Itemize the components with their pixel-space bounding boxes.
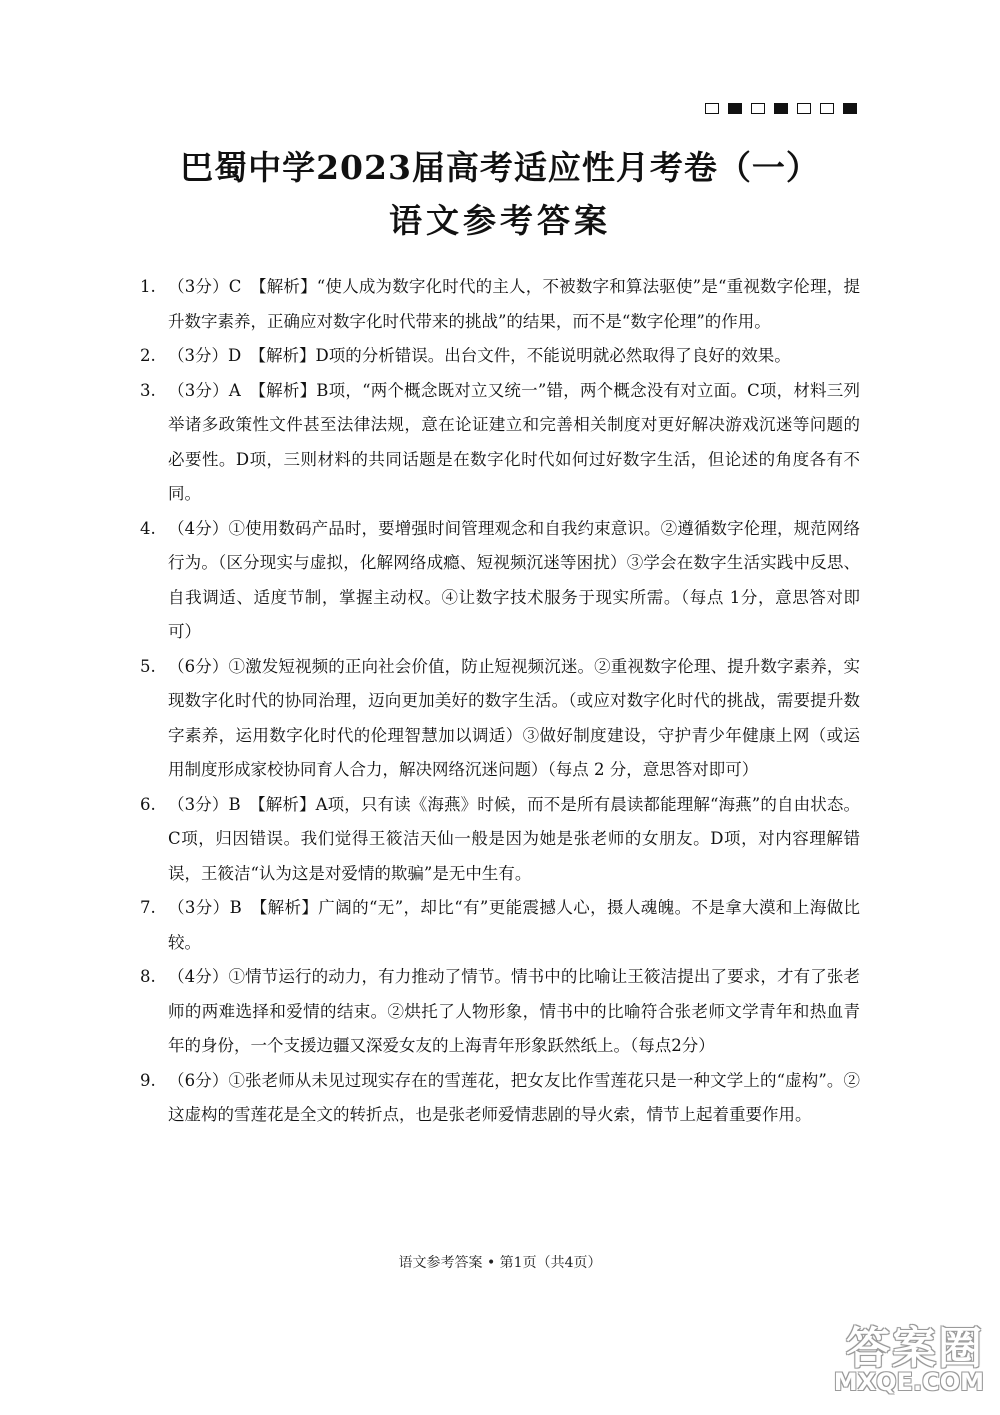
page-subtitle: 语文参考答案 xyxy=(389,201,611,240)
answer-item xyxy=(140,339,860,374)
answer-number: 8. xyxy=(140,967,156,986)
answer-text: （6分）①张老师从未见过现实存在的雪莲花，把女友比作雪莲花只是一种文学上的“虚构”。②这虚构的雪莲花是全文的转折点，也是张老师爱情悲剧的导火索，情节上起着重要作用。 xyxy=(168,1070,860,1124)
answer-text: （3分）B 【解析】广阔的“无”，却比“有”更能震撼人心，摄人魂魄。不是拿大漠和上海做比较。 xyxy=(168,898,860,952)
answer-text: （6分）①激发短视频的正向社会价值，防止短视频沉迷。②重视数字伦理、提升数字素养，实现数字化时代的协同治理，迈向更加美好的数字生活。（或应对数字化时代的挑战，需要提升数字素养，运用数字化时代的伦理智慧加以调适）③做好制度建设，守护青少年健康上网（或运用制度形成家校协同育人合力，解决网络沉迷问题）（每点 2 分，意思答对即可） xyxy=(168,656,860,779)
answer-item xyxy=(140,1064,860,1133)
answer-text: （4分）①使用数码产品时，要增强时间管理观念和自我约束意识。②遵循数字伦理，规范网络行为。（区分现实与虚拟，化解网络成瘾、短视频沉迷等困扰）③学会在数字生活实践中反思、自我调适、适度节制，掌握主动权。④让数字技术服务于现实所需。（每点 1分，意思答对即可） xyxy=(168,518,860,641)
answer-list xyxy=(140,270,860,1133)
answer-number: 3. xyxy=(140,380,156,400)
header-mark xyxy=(728,103,742,114)
answer-number: 1. xyxy=(140,277,156,296)
header-mark xyxy=(797,103,811,114)
answer-item xyxy=(140,960,860,1064)
answer-item xyxy=(140,374,860,512)
answer-text: （3分）B 【解析】A项，只有读《海燕》时候，而不是所有晨读都能理解“海燕”的自由状态。C项，归因错误。我们觉得王筱洁天仙一般是因为她是张老师的女朋友。D项，对内容理解错误，王筱洁“认为这是对爱情的欺骗”是无中生有。 xyxy=(168,794,860,883)
answer-item xyxy=(140,650,860,788)
page-title: 巴蜀中学2023届高考适应性月考卷（一） xyxy=(180,148,820,187)
answer-number: 9. xyxy=(140,1070,156,1090)
header-mark xyxy=(820,103,834,114)
watermark-text: 答案圈 xyxy=(846,1323,984,1374)
answer-text: （3分）D 【解析】D项的分析错误。出台文件，不能说明就必然取得了良好的效果。 xyxy=(168,346,791,365)
header-marks xyxy=(705,103,857,114)
answer-number: 2. xyxy=(140,346,156,365)
watermark-domain: MXQE.COM xyxy=(833,1368,984,1396)
watermark-logo xyxy=(810,1312,990,1407)
header-mark xyxy=(751,103,765,114)
answer-number: 4. xyxy=(140,518,156,538)
answer-text: （3分）C 【解析】“使人成为数字化时代的主人，不被数字和算法驱使”是“重视数字伦理，提升数字素养，正确应对数字化时代带来的挑战”的结果，而不是“数字伦理”的作用。 xyxy=(168,277,860,331)
answer-item xyxy=(140,270,860,339)
answer-item xyxy=(140,891,860,960)
answer-item xyxy=(140,512,860,650)
header-mark xyxy=(774,103,788,114)
answer-number: 6. xyxy=(140,794,156,814)
answer-number: 7. xyxy=(140,898,156,917)
header-mark xyxy=(705,103,719,114)
answer-text: （3分）A 【解析】B项，“两个概念既对立又统一”错，两个概念没有对立面。C项，材料三列举诸多政策性文件甚至法律法规，意在论证建立和完善相关制度对更好解决游戏沉迷等问题的必要性。D项，三则材料的共同话题是在数字化时代如何过好数字生活，但论述的角度各有不同。 xyxy=(168,380,860,503)
header-mark xyxy=(843,103,857,114)
answer-item xyxy=(140,788,860,892)
answer-number: 5. xyxy=(140,656,156,676)
answer-text: （4分）①情节运行的动力，有力推动了情节。情书中的比喻让王筱洁提出了要求，才有了张老师的两难选择和爱情的结束。②烘托了人物形象，情书中的比喻符合张老师文学青年和热血青年的身份，一个支援边疆又深爱女友的上海青年形象跃然纸上。（每点2分） xyxy=(168,967,860,1055)
page-footer: 语文参考答案 • 第1页（共4页） xyxy=(398,1255,602,1271)
